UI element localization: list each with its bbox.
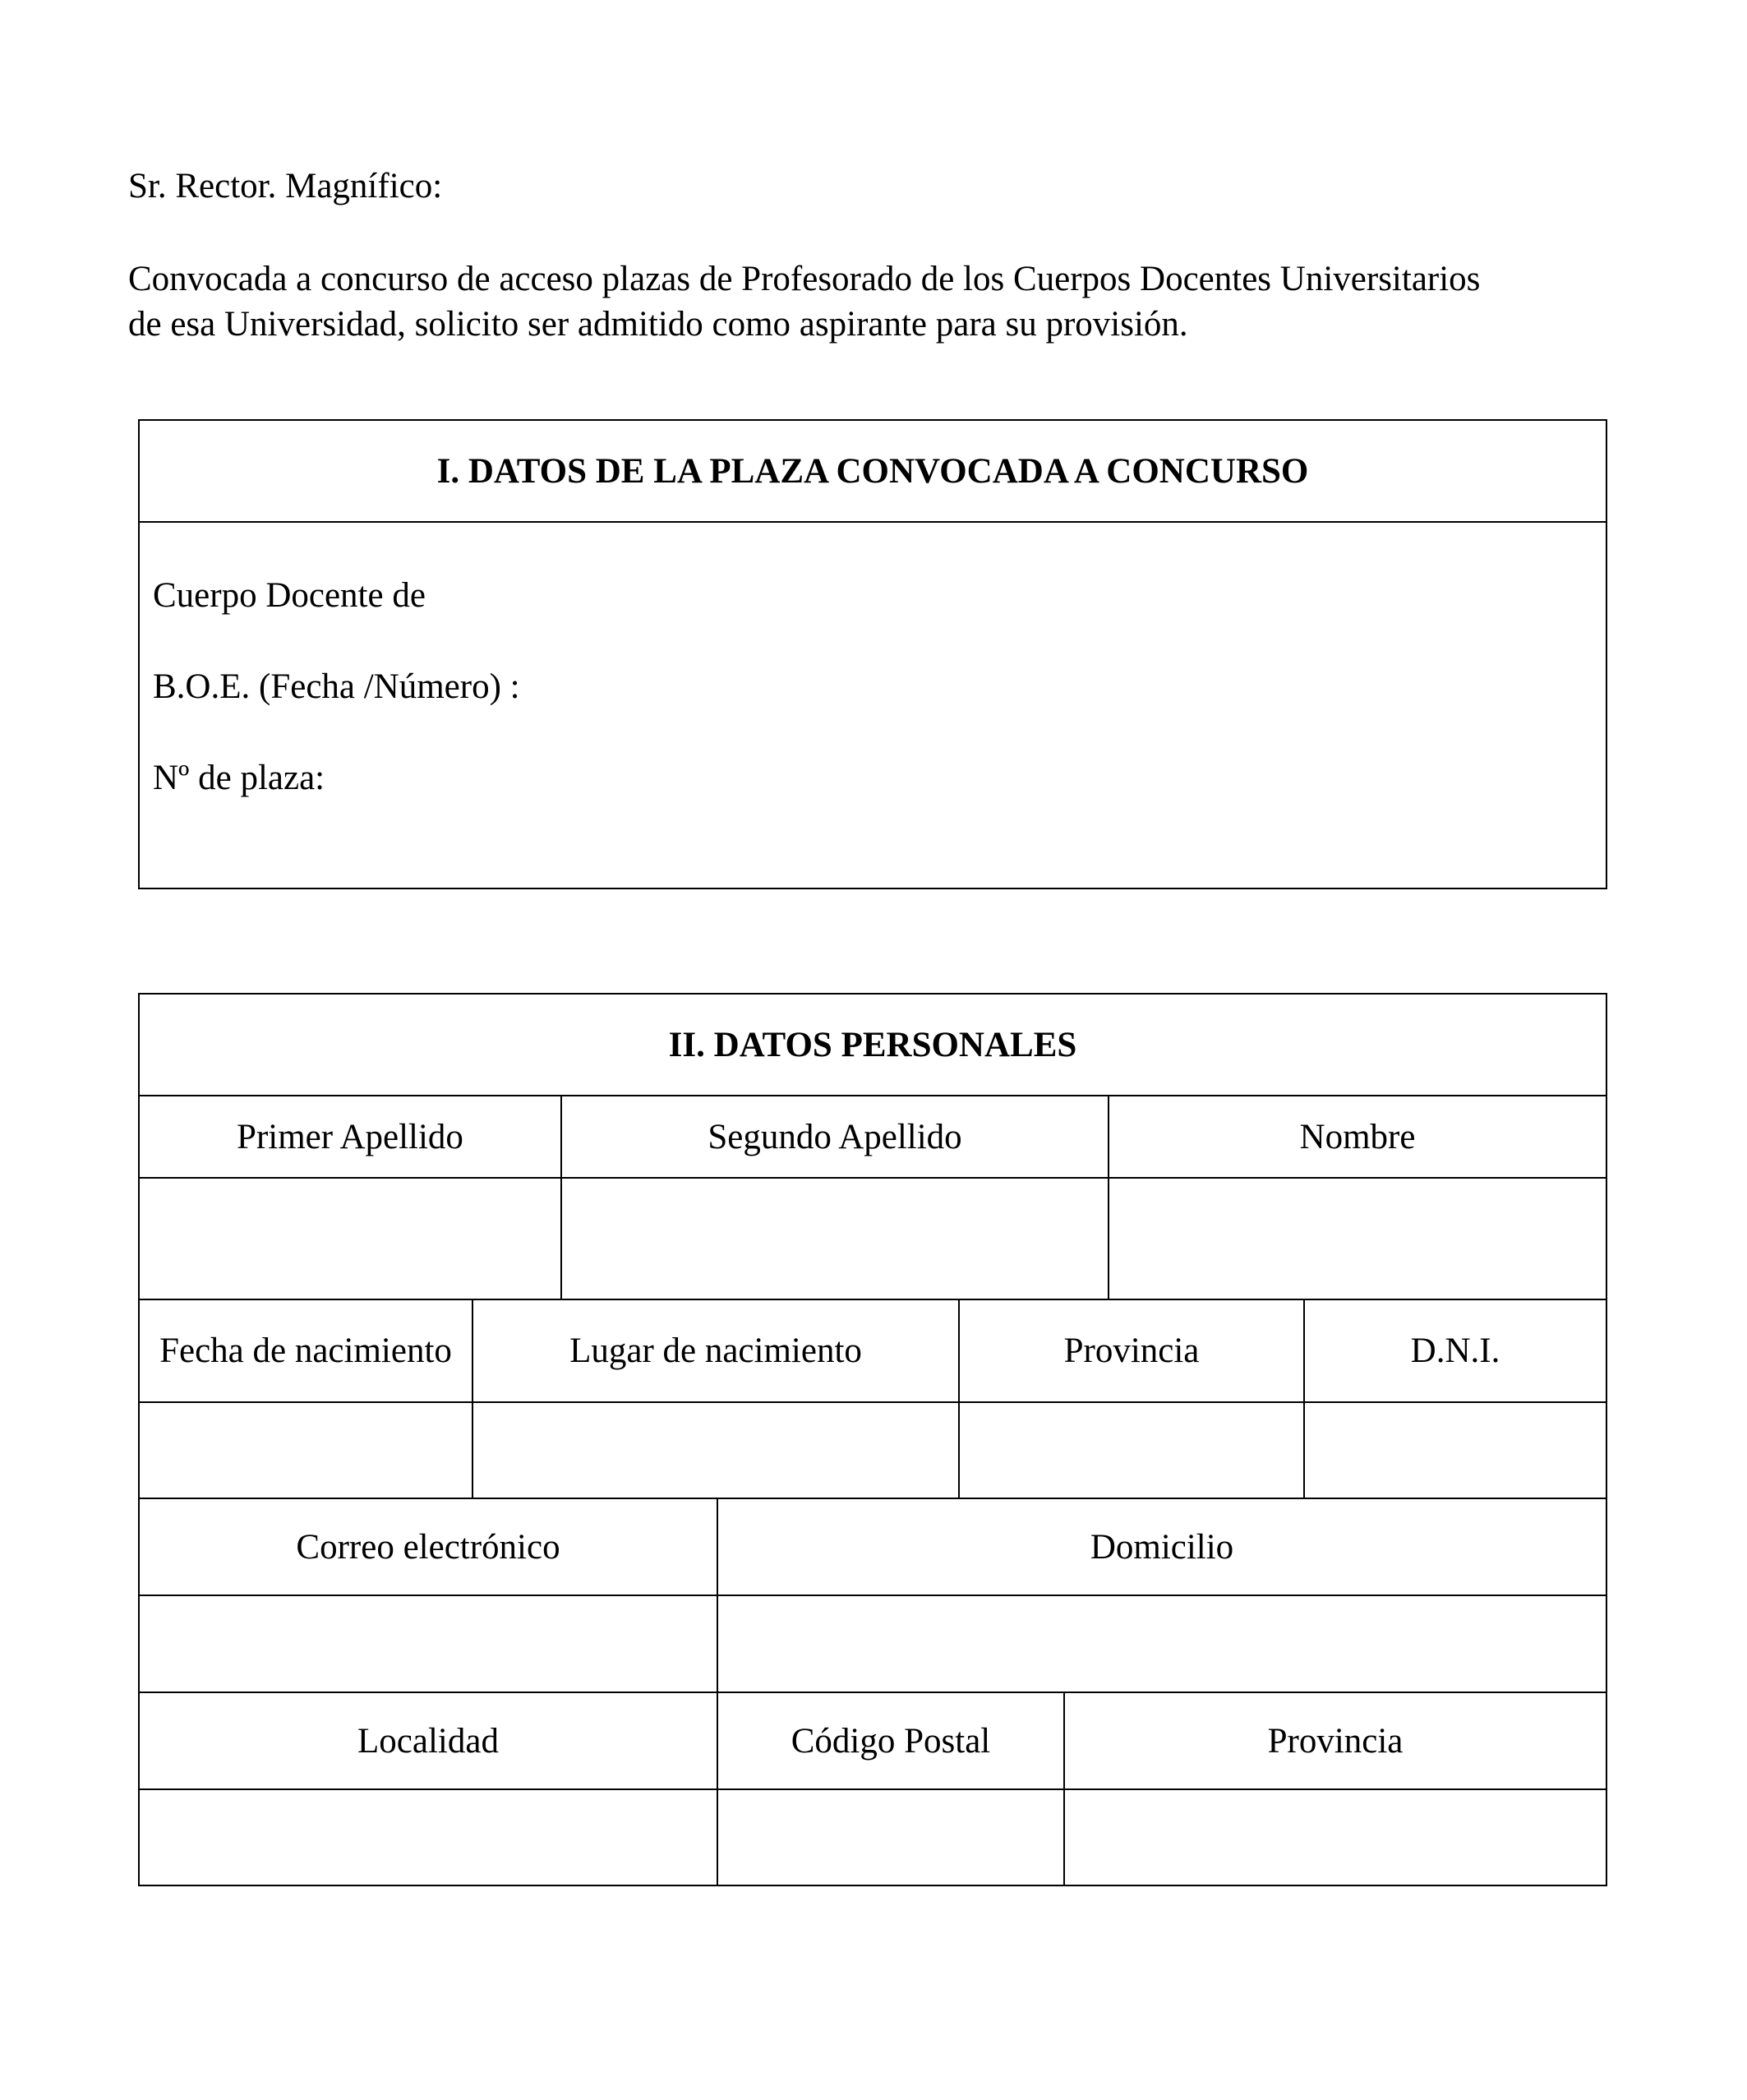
row-birth-input	[140, 1403, 1606, 1499]
field-numero-plaza[interactable]: Nº de plaza:	[153, 759, 325, 797]
row-contact-header	[140, 1499, 1606, 1596]
label-correo: Correo electrónico	[140, 1499, 718, 1595]
label-fecha-nacimiento: Fecha de nacimiento	[140, 1300, 473, 1401]
section-datos-personales	[138, 993, 1607, 1886]
label-segundo-apellido: Segundo Apellido	[562, 1096, 1109, 1177]
intro-line-2: de esa Universidad, solicito ser admitido como aspirante para su provisión.	[128, 305, 1188, 344]
label-lugar-nacimiento: Lugar de nacimiento	[473, 1300, 960, 1401]
field-boe[interactable]: B.O.E. (Fecha /Número) :	[153, 667, 520, 706]
input-provincia-nacimiento[interactable]	[960, 1403, 1305, 1498]
label-localidad: Localidad	[140, 1693, 718, 1788]
row-contact-input	[140, 1596, 1606, 1693]
row-address-input	[140, 1790, 1606, 1885]
section-plaza-title: I. DATOS DE LA PLAZA CONVOCADA A CONCURSO	[140, 421, 1606, 523]
input-provincia-domicilio[interactable]	[1065, 1790, 1606, 1885]
label-dni: D.N.I.	[1410, 1332, 1500, 1370]
input-nombre[interactable]	[1109, 1179, 1606, 1299]
input-primer-apellido[interactable]	[140, 1179, 562, 1299]
greeting: Sr. Rector. Magnífico:	[128, 167, 443, 205]
input-fecha-nacimiento[interactable]	[140, 1403, 473, 1498]
label-primer-apellido: Primer Apellido	[140, 1096, 562, 1177]
input-domicilio[interactable]	[718, 1596, 1606, 1692]
row-names-input	[140, 1179, 1606, 1300]
input-localidad[interactable]	[140, 1790, 718, 1885]
row-birth-header	[140, 1300, 1606, 1403]
section-plaza-fields	[140, 523, 1606, 847]
row-address-header	[140, 1693, 1606, 1790]
section-plaza	[138, 419, 1607, 889]
row-names-header	[140, 1096, 1606, 1179]
input-codigo-postal[interactable]	[718, 1790, 1065, 1885]
input-lugar-nacimiento[interactable]	[473, 1403, 960, 1498]
field-cuerpo-docente[interactable]: Cuerpo Docente de	[153, 576, 426, 615]
input-correo[interactable]	[140, 1596, 718, 1692]
input-segundo-apellido[interactable]	[562, 1179, 1109, 1299]
label-nombre: Nombre	[1299, 1117, 1416, 1156]
section-datos-personales-title: II. DATOS PERSONALES	[140, 995, 1606, 1096]
intro-paragraph	[128, 256, 1657, 347]
label-domicilio: Domicilio	[1090, 1527, 1234, 1567]
intro-line-1: Convocada a concurso de acceso plazas de Profesorado de los Cuerpos Docentes Universitarios	[128, 260, 1481, 298]
label-codigo-postal: Código Postal	[718, 1693, 1065, 1788]
input-dni[interactable]	[1305, 1403, 1606, 1498]
label-provincia-nacimiento: Provincia	[960, 1300, 1305, 1401]
label-provincia-domicilio: Provincia	[1267, 1721, 1404, 1761]
